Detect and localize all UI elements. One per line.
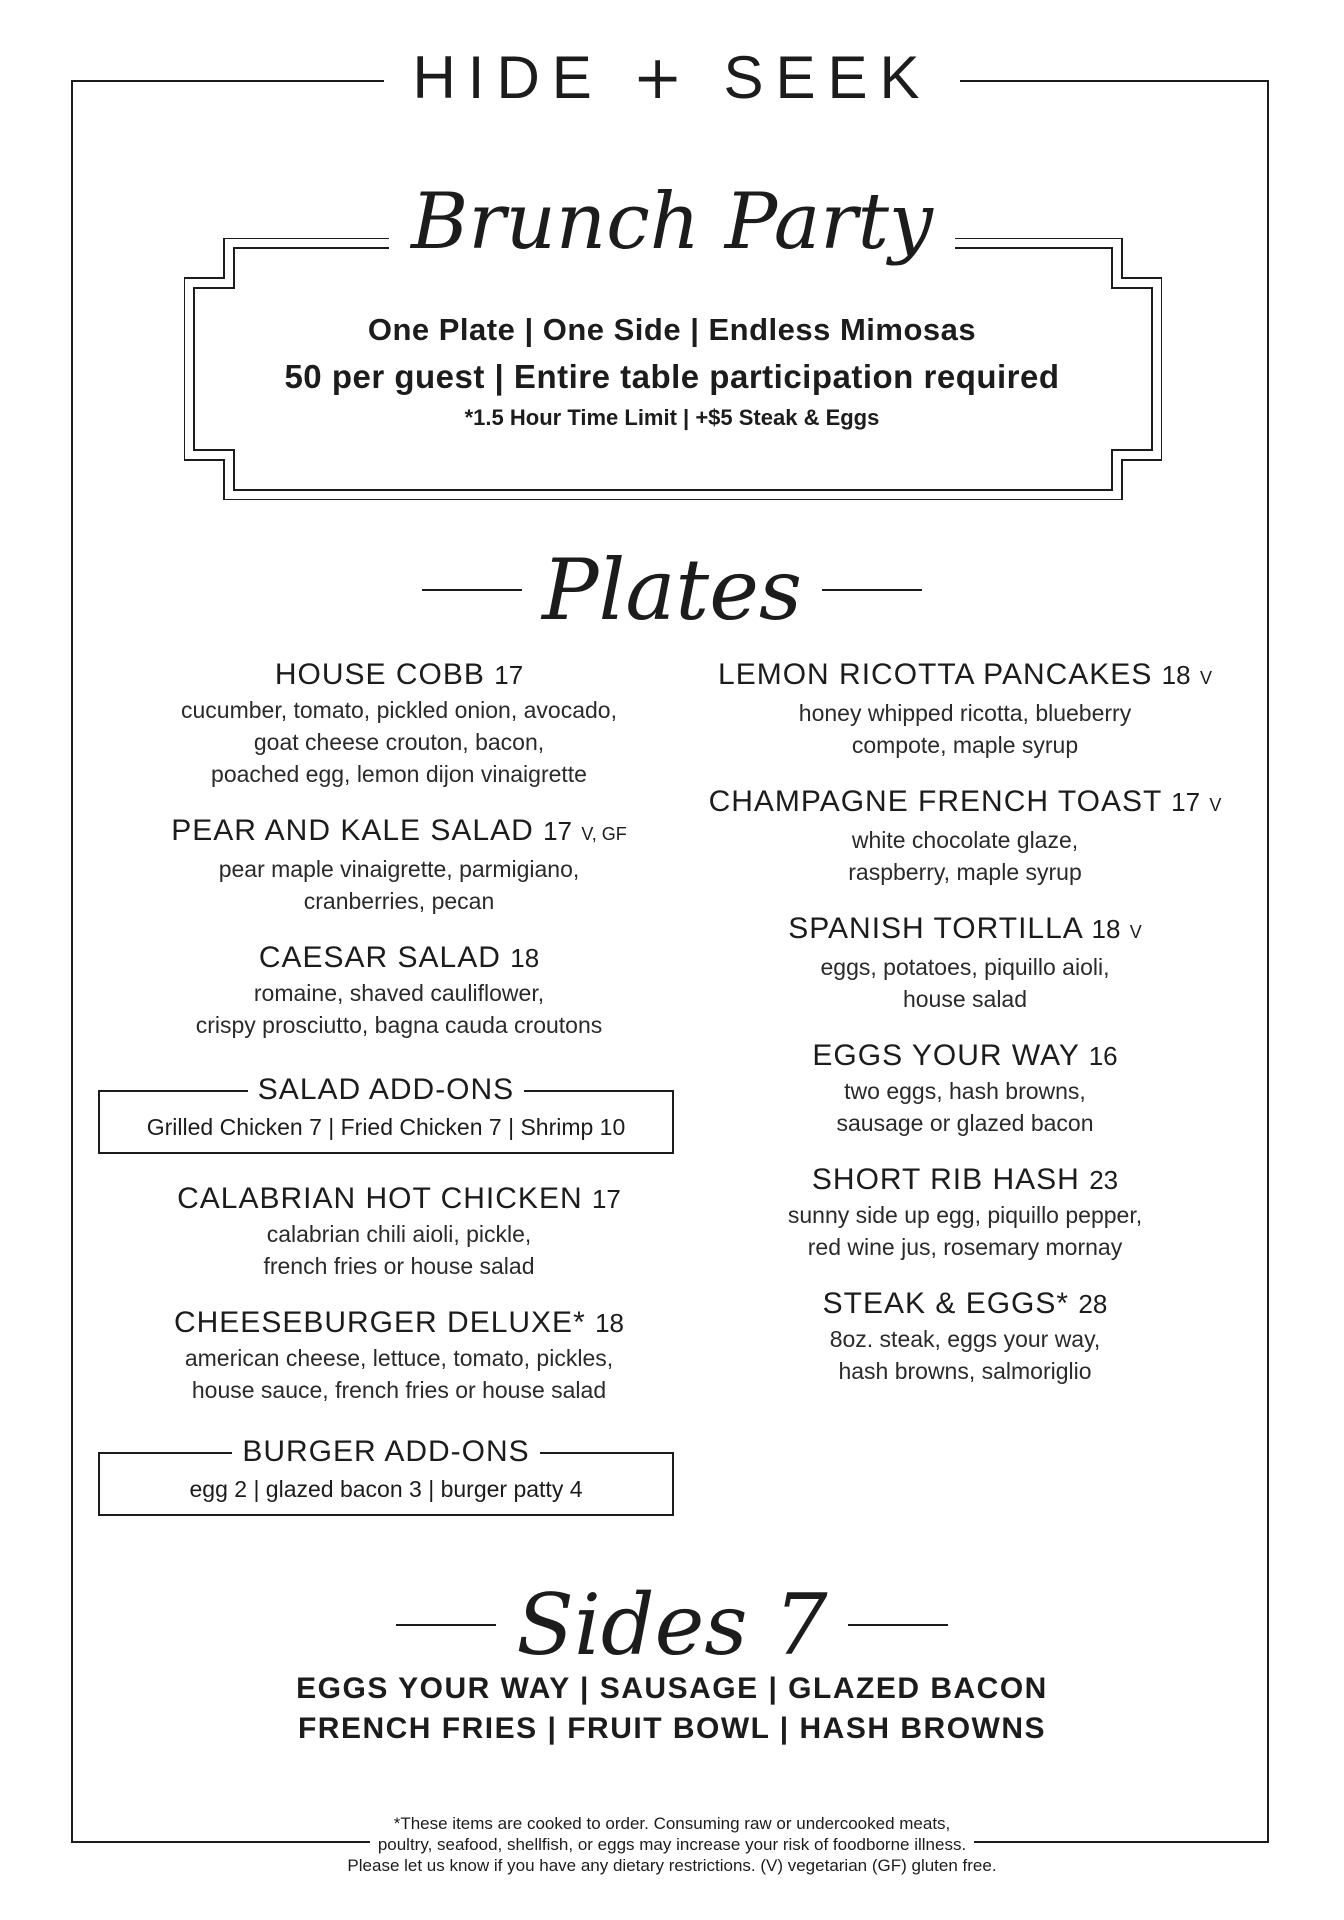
item-description: house sauce, french fries or house salad — [191, 1377, 607, 1403]
menu-item — [660, 783, 1270, 888]
plates-heading — [0, 540, 1344, 640]
item-price: 17 — [494, 660, 524, 690]
item-name: CALABRIAN HOT CHICKEN 17 — [177, 1182, 621, 1215]
brand-right: SEEK — [723, 44, 932, 111]
item-price: 18 — [1091, 914, 1121, 944]
item-description: compote, maple syrup — [851, 732, 1079, 758]
item-price: 23 — [1089, 1165, 1119, 1195]
item-price: 18 — [595, 1308, 625, 1338]
item-diet-tag: V — [1209, 795, 1222, 815]
divider — [848, 1624, 948, 1626]
item-price: 16 — [1088, 1041, 1118, 1071]
brand-logo — [384, 42, 959, 114]
salad-addons-items: Grilled Chicken 7 | Fried Chicken 7 | Shrimp 10 — [146, 1114, 626, 1140]
item-description: red wine jus, rosemary mornay — [807, 1234, 1123, 1260]
item-description: eggs, potatoes, piquillo aioli, — [820, 954, 1110, 980]
item-description: romaine, shaved cauliflower, — [253, 980, 545, 1006]
burger-addons-title: BURGER ADD-ONS — [100, 1432, 672, 1472]
brand-left: HIDE — [412, 44, 604, 111]
item-description: house salad — [902, 986, 1028, 1012]
item-price: 17 — [543, 816, 573, 846]
burger-addons-box — [98, 1435, 674, 1516]
item-price: 17 — [591, 1184, 621, 1214]
item-description: cranberries, pecan — [303, 888, 495, 914]
divider — [422, 589, 522, 591]
item-name: LEMON RICOTTA PANCAKES 18 V — [718, 658, 1212, 691]
brunch-party-line1: One Plate | One Side | Endless Mimosas — [367, 312, 977, 347]
disclaimer-line1: *These items are cooked to order. Consuming raw or undercooked meats, — [393, 1814, 951, 1833]
plates-right-column — [660, 656, 1270, 1409]
menu-item — [660, 910, 1270, 1015]
item-price: 18 — [1161, 660, 1191, 690]
item-description: cucumber, tomato, pickled onion, avocado, — [181, 697, 617, 723]
item-description: two eggs, hash browns, — [844, 1078, 1086, 1104]
item-description: hash browns, salmoriglio — [838, 1358, 1092, 1384]
brunch-party-line2: 50 per guest | Entire table participation required — [284, 358, 1060, 395]
plates-left-column-lower — [94, 1180, 704, 1428]
plates-heading-label: Plates — [541, 541, 803, 639]
item-description: french fries or house salad — [263, 1253, 535, 1279]
brunch-party-line3: *1.5 Hour Time Limit | +$5 Steak & Eggs — [464, 405, 880, 430]
item-name: EGGS YOUR WAY 16 — [812, 1039, 1118, 1072]
item-description: pear maple vinaigrette, parmigiano, — [218, 856, 580, 882]
salad-addons-title: SALAD ADD-ONS — [100, 1070, 672, 1110]
sides-heading-label: Sides 7 — [516, 1576, 828, 1674]
brand-plus: + — [632, 43, 695, 113]
brunch-party-title: Brunch Party — [0, 172, 1344, 272]
item-description: goat cheese crouton, bacon, — [253, 729, 545, 755]
divider — [396, 1624, 496, 1626]
disclaimer-line2: poultry, seafood, shellfish, or eggs may increase your risk of foodborne illness. — [370, 1834, 974, 1855]
item-name: CHEESEBURGER DELUXE* 18 — [173, 1306, 625, 1339]
sides-list-line2: FRENCH FRIES | FRUIT BOWL | HASH BROWNS — [297, 1712, 1047, 1745]
item-description: poached egg, lemon dijon vinaigrette — [211, 761, 587, 787]
menu-item — [94, 812, 704, 917]
item-description: american cheese, lettuce, tomato, pickles, — [184, 1345, 614, 1371]
item-diet-tag: V — [1129, 922, 1142, 942]
menu-item — [660, 1037, 1270, 1139]
item-diet-tag: V, GF — [581, 824, 627, 844]
item-price: 17 — [1171, 787, 1201, 817]
item-description: sunny side up egg, piquillo pepper, — [787, 1202, 1143, 1228]
menu-item — [94, 939, 704, 1041]
item-description: raspberry, maple syrup — [848, 859, 1082, 885]
item-name: SHORT RIB HASH 23 — [811, 1163, 1119, 1196]
menu-item — [660, 656, 1270, 761]
item-description: white chocolate glaze, — [851, 827, 1079, 853]
item-price: 18 — [510, 943, 540, 973]
item-name: PEAR AND KALE SALAD 17 V, GF — [171, 814, 627, 847]
sides-heading — [0, 1575, 1344, 1675]
salad-addons-box — [98, 1073, 674, 1154]
item-name: STEAK & EGGS* 28 — [822, 1287, 1108, 1320]
item-description: crispy prosciutto, bagna cauda croutons — [195, 1012, 603, 1038]
item-diet-tag: V — [1199, 668, 1212, 688]
menu-item — [94, 656, 704, 790]
item-name: SPANISH TORTILLA 18 V — [788, 912, 1142, 945]
item-name: CAESAR SALAD 18 — [258, 941, 540, 974]
disclaimer-line3: Please let us know if you have any dietary restrictions. (V) vegetarian (GF) gluten free. — [347, 1856, 997, 1875]
menu-item — [660, 1285, 1270, 1387]
menu-item — [94, 1180, 704, 1282]
item-description: sausage or glazed bacon — [836, 1110, 1094, 1136]
item-name: HOUSE COBB 17 — [274, 658, 524, 691]
divider — [822, 589, 922, 591]
item-description: honey whipped ricotta, blueberry — [798, 700, 1132, 726]
menu-item — [660, 1161, 1270, 1263]
plates-left-column — [94, 656, 704, 1063]
item-price: 28 — [1078, 1289, 1108, 1319]
sides-list-line1: EGGS YOUR WAY | SAUSAGE | GLAZED BACON — [296, 1672, 1048, 1705]
menu-item — [94, 1304, 704, 1406]
burger-addons-items: egg 2 | glazed bacon 3 | burger patty 4 — [189, 1476, 583, 1502]
item-description: 8oz. steak, eggs your way, — [829, 1326, 1101, 1352]
item-name: CHAMPAGNE FRENCH TOAST 17 V — [708, 785, 1222, 818]
brand-header — [0, 42, 1344, 114]
item-description: calabrian chili aioli, pickle, — [266, 1221, 532, 1247]
disclaimer-line2-wrap — [0, 1834, 1344, 1855]
